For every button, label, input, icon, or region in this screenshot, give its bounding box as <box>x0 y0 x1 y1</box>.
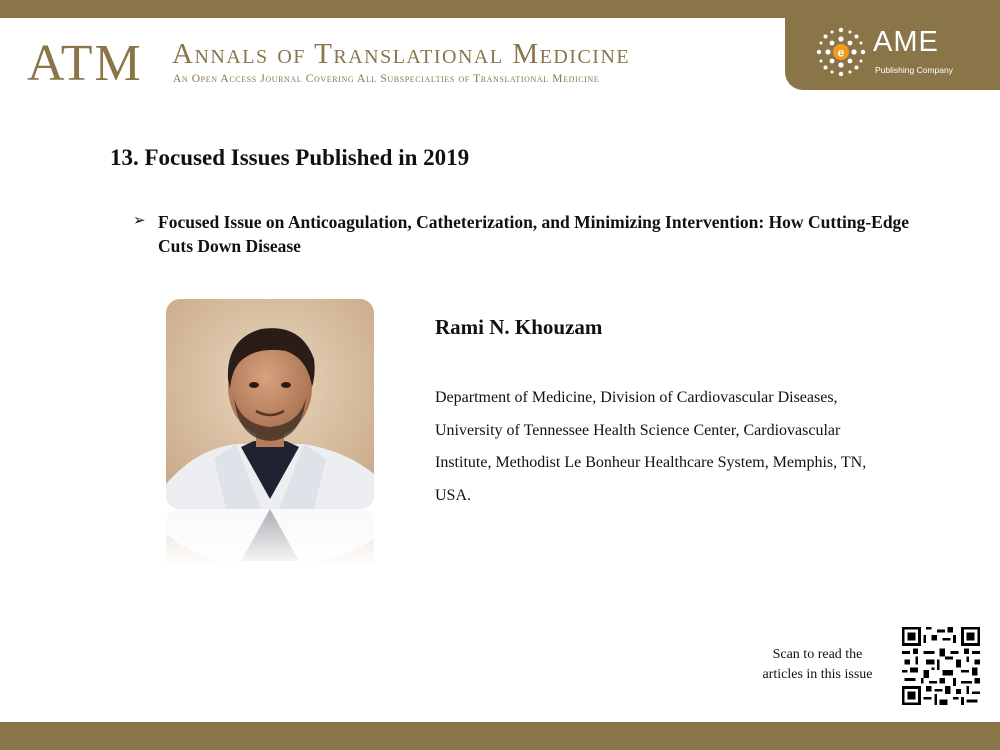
editor-name: Rami N. Khouzam <box>435 315 603 339</box>
scan-text-line1: Scan to read the <box>772 647 863 662</box>
qr-code-icon[interactable] <box>902 627 980 705</box>
top-band <box>0 0 1000 18</box>
journal-title: Annals of Translational Medicine <box>172 38 631 70</box>
scan-text-line2: articles in this issue <box>762 667 873 682</box>
arrow-bullet-icon: ➢ <box>133 211 146 229</box>
publisher-logo <box>785 18 1000 90</box>
portrait-image <box>166 299 374 509</box>
section-title: 13. Focused Issues Published in 2019 <box>110 145 470 170</box>
bottom-band <box>0 722 1000 750</box>
editor-photo <box>166 299 374 569</box>
ame-subtitle: Publishing Company <box>875 65 953 75</box>
issue-title: Focused Issue on Anticoagulation, Catheterization, and Minimizing Intervention: How Cutting-Edge Cuts Down Disease <box>158 212 910 256</box>
editor-affiliation: Department of Medicine, Division of Cardiovascular Diseases, University of Tennessee Health Science Center, Cardiovascular Institute, Methodist Le Bonheur Healthcare System, Memphis, TN, USA. <box>435 389 867 504</box>
atm-logo: ATM <box>27 35 143 92</box>
svg-text:e: e <box>837 45 845 60</box>
scan-instructions <box>740 645 895 685</box>
journal-subtitle: An Open Access Journal Covering All Subspecialties of Translational Medicine <box>173 73 600 85</box>
ame-logo-text: AME <box>873 26 939 58</box>
portrait-reflection <box>166 509 374 569</box>
ame-dots-icon <box>815 26 867 78</box>
